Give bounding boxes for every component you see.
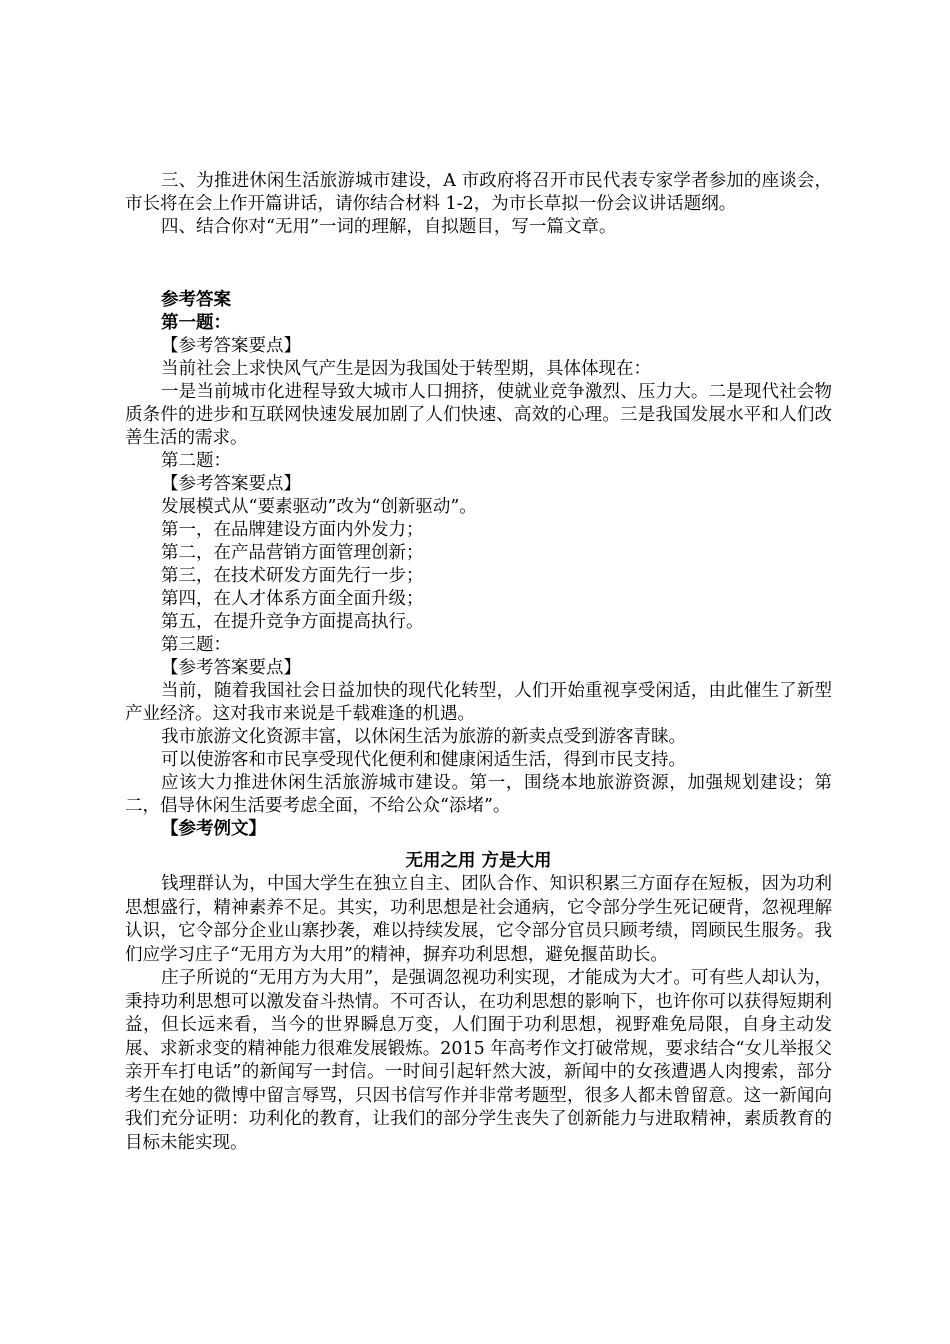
answer-2-line: 第四，在人才体系方面全面升级； xyxy=(161,589,424,609)
essay-paragraph: 庄子所说的“无用方为大用”，是强调忽视功利实现，才能成为大才。可有些人却认为，秉持功利思想可以激发奋斗热情。不可否认，在功利思想的影响下，也许你可以获得短期利益，但长远来看，当今的世界瞬息万变，人们囿于功利思想，视野难免局限，自身主动发展、求新求变的精神能力很难发展锻炼。2015 年高考作文打破常规，要求结合“女儿举报父亲开车打电话”的新闻写一封信。一时间引起轩然大波，新闻中的女孩遭遇人肉搜索，部分考生在她的微博中留言辱骂，只因书信写作并非常考题型，很多人都未曾留意。这一新闻向我们充分证明：功利化的教育，让我们的部分学生丧失了创新能力与进取精神，素质教育的目标未能实现。 xyxy=(125,968,832,1153)
essay-body xyxy=(125,873,832,1155)
answers-heading: 参考答案 xyxy=(161,290,231,310)
answer-3-key-points-label: 【参考答案要点】 xyxy=(161,658,301,678)
question-3: 三、为推进休闲生活旅游城市建设，A 市政府将召开市民代表专家学者参加的座谈会，市长将在会上作开篇讲话，请你结合材料 1-2，为市长草拟一份会议讲话题纲。 xyxy=(125,171,832,214)
answer-2-line: 第二，在产品营销方面管理创新； xyxy=(161,543,424,563)
answer-1-title: 第一题： xyxy=(161,313,231,333)
questions-section xyxy=(125,170,832,239)
answer-2-line: 发展模式从“要素驱动”改为“创新驱动”。 xyxy=(161,497,477,517)
essay-title: 无用之用 方是大用 xyxy=(405,851,552,871)
answer-1-line: 当前社会上求快风气产生是因为我国处于转型期，具体体现在： xyxy=(161,359,651,379)
question-4: 四、结合你对“无用”一词的理解，自拟题目，写一篇文章。 xyxy=(161,217,617,237)
answer-1-line: 一是当前城市化进程导致大城市人口拥挤，使就业竞争激烈、压力大。二是现代社会物质条件的进步和互联网快速发展加剧了人们快速、高效的心理。三是我国发展水平和人们改善生活的需求。 xyxy=(125,382,832,448)
answers-section xyxy=(125,289,832,841)
answer-3-line: 应该大力推进休闲生活旅游城市建设。第一，围绕本地旅游资源，加强规划建设；第二，倡导休闲生活要考虑全面，不给公众“添堵”。 xyxy=(125,773,832,816)
answer-3-line: 当前，随着我国社会日益加快的现代化转型，人们开始重视享受闲适，由此催生了新型产业经济。这对我市来说是千载难逢的机遇。 xyxy=(125,681,832,724)
answer-3-line: 我市旅游文化资源丰富，以休闲生活为旅游的新卖点受到游客青睐。 xyxy=(161,727,686,747)
answer-3-title: 第三题： xyxy=(161,635,231,655)
answer-2-title: 第二题： xyxy=(161,451,231,471)
answer-2-line: 第三，在技术研发方面先行一步； xyxy=(161,566,424,586)
answer-3-line: 可以使游客和市民享受现代化便利和健康闲适生活，得到市民支持。 xyxy=(161,750,686,770)
answer-2-line: 第五，在提升竞争方面提高执行。 xyxy=(161,612,424,632)
answer-1-key-points-label: 【参考答案要点】 xyxy=(161,336,301,356)
answer-2-line: 第一，在品牌建设方面内外发力； xyxy=(161,520,424,540)
answer-2-key-points-label: 【参考答案要点】 xyxy=(161,474,301,494)
essay-paragraph: 钱理群认为，中国大学生在独立自主、团队合作、知识积累三方面存在短板，因为功利思想盛行，精神素养不足。其实，功利思想是社会通病，它令部分学生死记硬背，忽视理解认识，它令部分企业山寨抄袭，难以持续发展，它令部分官员只顾考绩，罔顾民生服务。我们应学习庄子“无用方为大用”的精神，摒弃功利思想，避免揠苗助长。 xyxy=(125,874,832,965)
sample-essay-label: 【参考例文】 xyxy=(161,819,266,839)
